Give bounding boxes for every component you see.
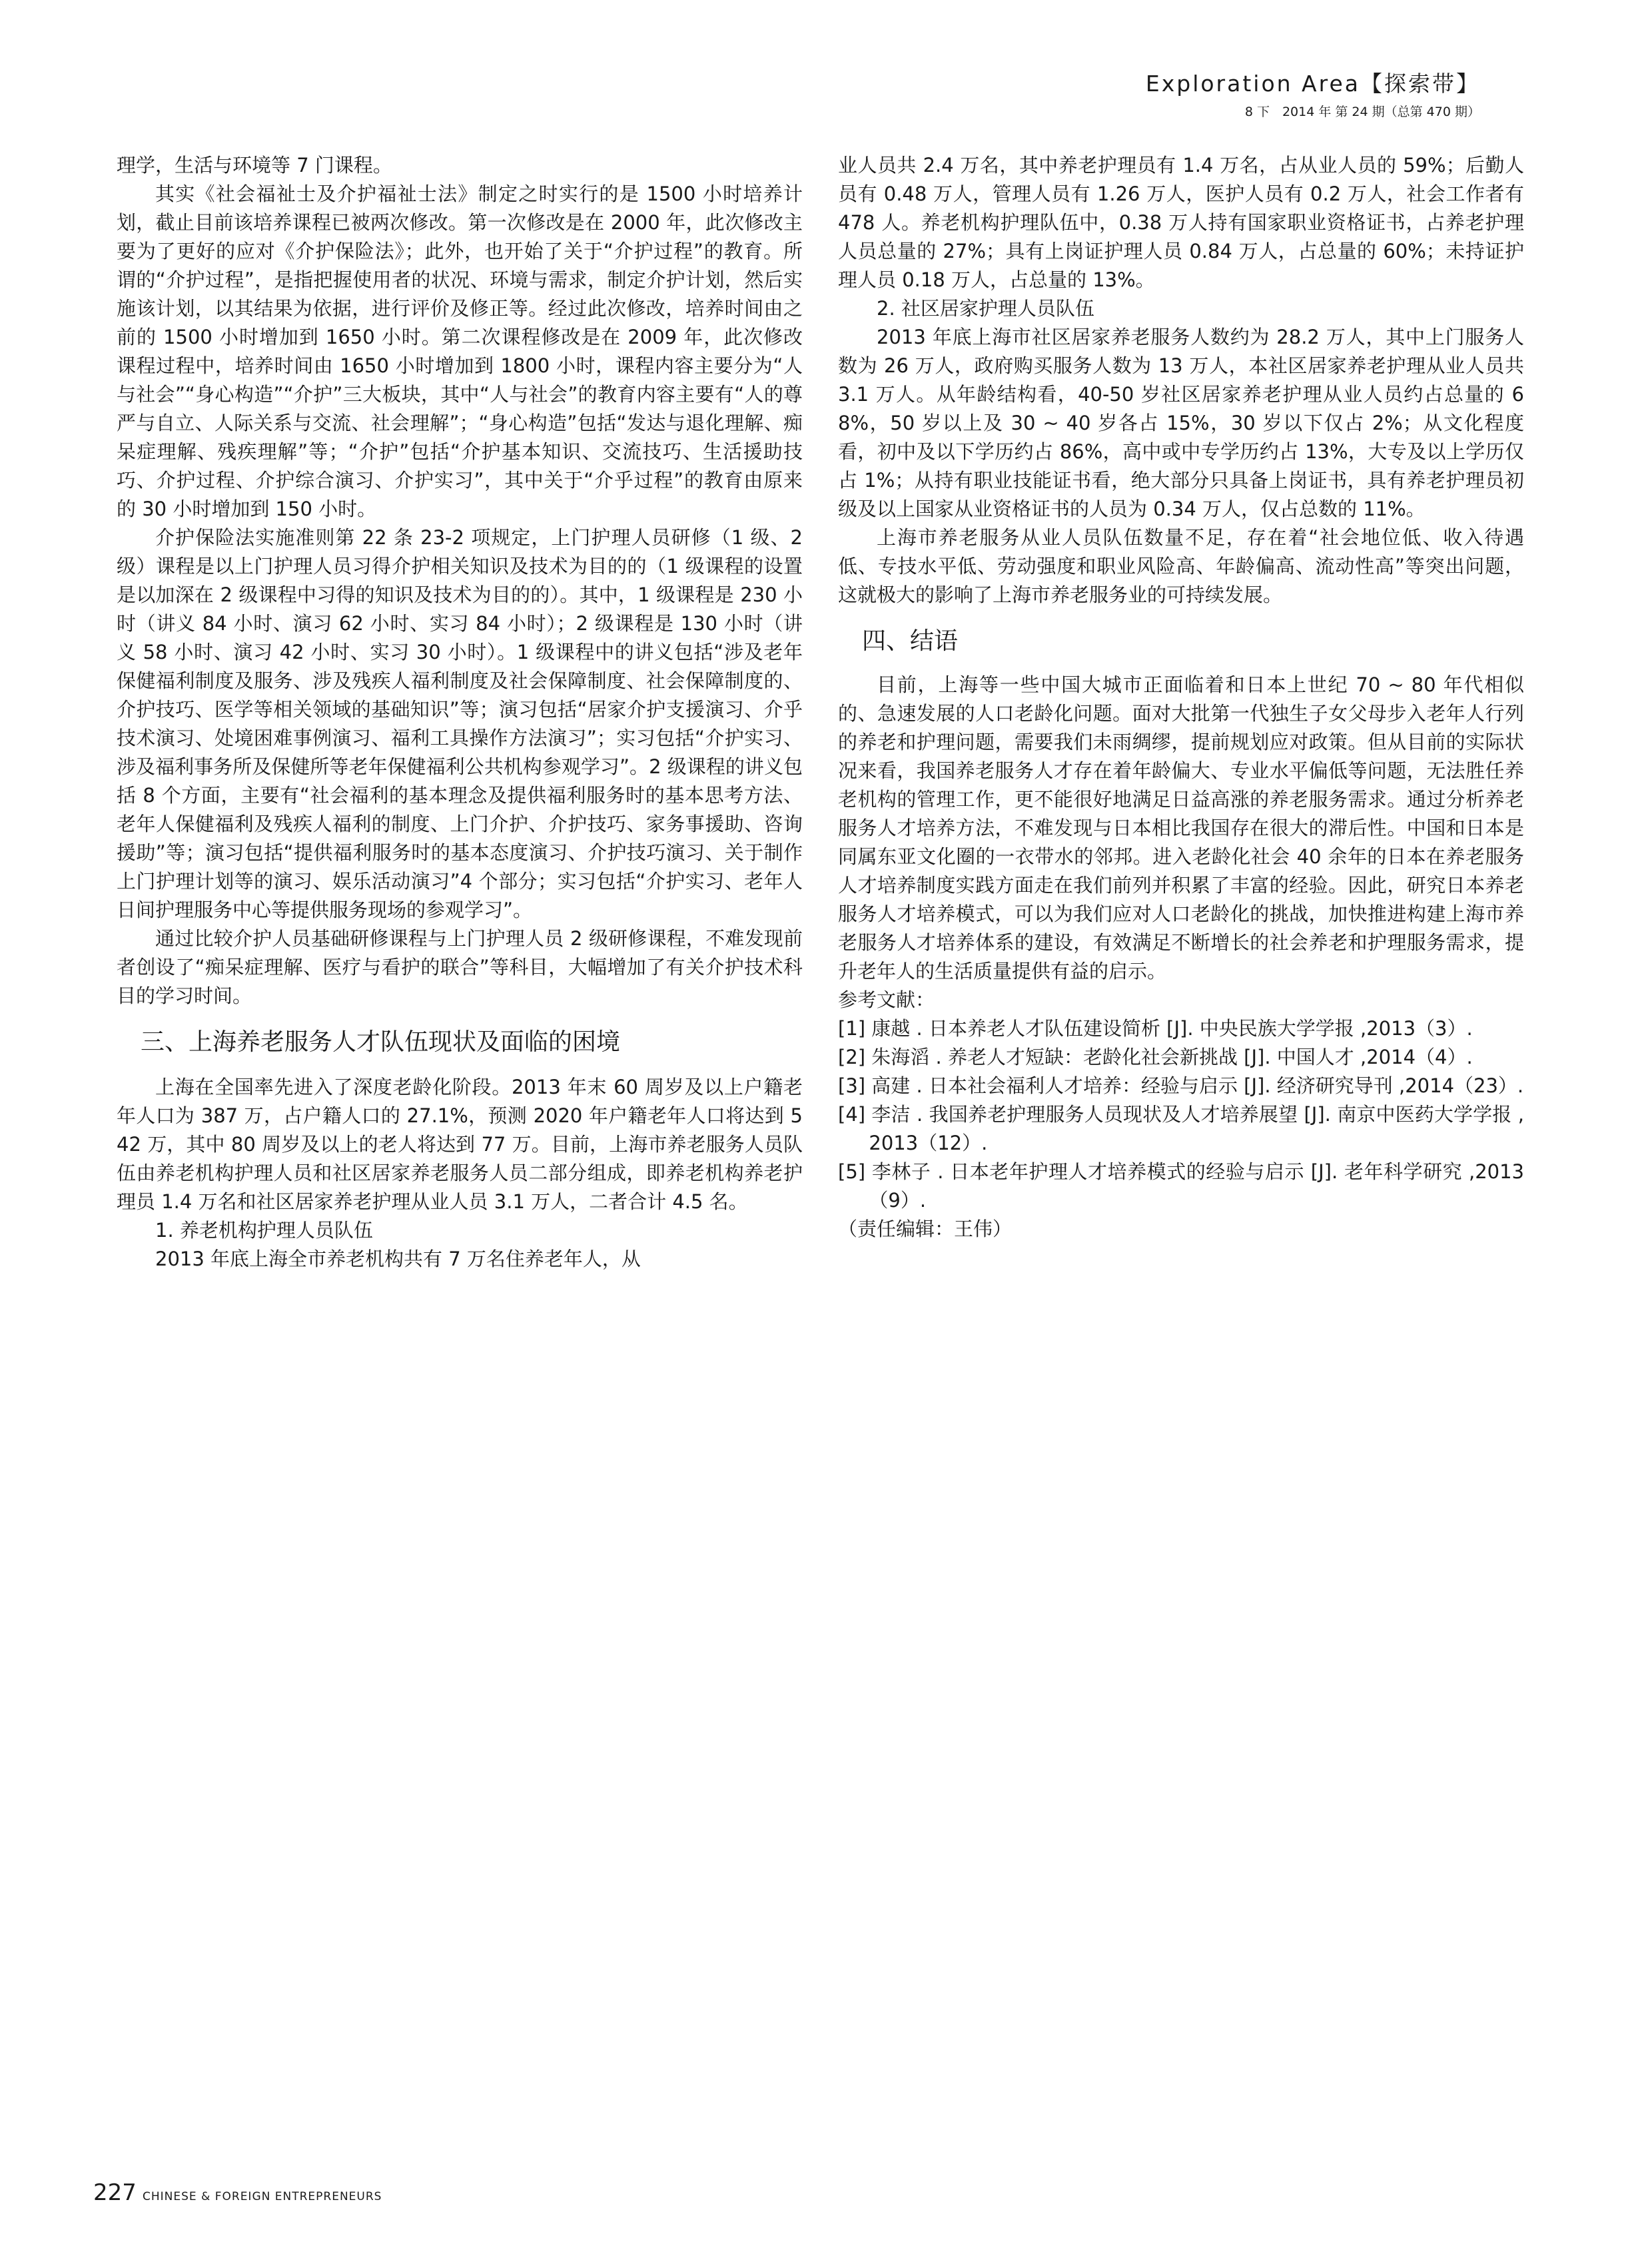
paragraph: 2013 年底上海全市养老机构共有 7 万名住养老年人，从 (155, 1248, 641, 1270)
subsection-heading: 2. 社区居家护理人员队伍 (877, 297, 1094, 320)
paragraph: 目前，上海等一些中国大城市正面临着和日本上世纪 70 ~ 80 年代相似的、急速发展的人口老龄化问题。面对大批第一代独生子女父母步入老年人行列的养老和护理问题，需要我们未雨绸缪，提前规划应对政策。但从目前的实际状况来看，我国养老服务人才存在着年龄偏大、专业水平偏低等问题，无法胜任养老机构的管理工作，更不能很好地满足日益高涨的养老服务需求。通过分析养老服务人才培养方法，不难发现与日本相比我国存在很大的滞后性。中国和日本是同属东亚文化圈的一衣带水的邻邦。进入老龄化社会 40 余年的日本在养老服务人才培养制度实践方面走在我们前列并积累了丰富的经验。因此，研究日本养老服务人才培养模式，可以为我们应对人口老龄化的挑战，加快推进构建上海市养老服务人才培养体系的建设，有效满足不断增长的社会养老和护理服务需求，提升老年人的生活质量提供有益的启示。 (838, 673, 1524, 982)
left-column (117, 151, 803, 1274)
paragraph: 其实《社会福祉士及介护福祉士法》制定之时实行的是 1500 小时培养计划，截止目前该培养课程已被两次修改。第一次修改是在 2000 年，此次修改主要为了更好的应对《介护保险法》；此外，也开始了关于“介护过程”的教育。所谓的“介护过程”，是指把握使用者的状况、环境与需求，制定介护计划，然后实施该计划，以其结果为依据，进行评价及修正等。经过此次修改，培养时间由之前的 1500 小时增加到 1650 小时。第二次课程修改是在 2009 年，此次修改课程过程中，培养时间由 1650 小时增加到 1800 小时，课程内容主要分为“人与社会”“身心构造”“介护”三大板块，其中“人与社会”的教育内容主要有“人的尊严与自立、人际关系与交流、社会理解”；“身心构造”包括“发达与退化理解、痴呆症理解、残疾理解”等；“介护”包括“介护基本知识、交流技巧、生活援助技巧、介护过程、介护综合演习、介护实习”，其中关于“介乎过程”的教育由原来的 30 小时增加到 150 小时。 (117, 183, 803, 520)
section-heading-4: 四、结语 (862, 627, 959, 655)
section-title: Exploration Area【探索带】 (1145, 71, 1480, 97)
reference-item: [4] 李洁 . 我国养老护理服务人员现状及人才培养展望 [J]. 南京中医药大学学报 ,2013（12）. (838, 1103, 1524, 1154)
reference-item: [1] 康越 . 日本养老人才队伍建设简析 [J]. 中央民族大学学报 ,2013（3）. (838, 1017, 1473, 1040)
right-column (838, 151, 1524, 1244)
section-heading-3: 三、上海养老服务人才队伍现状及面临的困境 (141, 1028, 621, 1056)
references-title: 参考文献： (838, 988, 935, 1011)
page-number: 227 (93, 2179, 137, 2206)
reference-item: [5] 李林子 . 日本老年护理人才培养模式的经验与启示 [J]. 老年科学研究 ,2013（9）. (838, 1160, 1524, 1212)
paragraph: 理学，生活与环境等 7 门课程。 (117, 154, 392, 177)
reference-item: [2] 朱海滔 . 养老人才短缺：老龄化社会新挑战 [J]. 中国人才 ,2014（4）. (838, 1046, 1473, 1068)
journal-name: CHINESE & FOREIGN ENTREPRENEURS (143, 2190, 382, 2203)
paragraph: 上海在全国率先进入了深度老龄化阶段。2013 年末 60 周岁及以上户籍老年人口为 387 万，占户籍人口的 27.1%，预测 2020 年户籍老年人口将达到 542 万，其中 80 周岁及以上的老人将达到 77 万。目前，上海市养老服务人员队伍由养老机构护理人员和社区居家养老服务人员二部分组成，即养老机构养老护理员 1.4 万名和社区居家养老护理从业人员 3.1 万人，二者合计 4.5 名。 (117, 1076, 803, 1213)
paragraph: 通过比较介护人员基础研修课程与上门护理人员 2 级研修课程，不难发现前者创设了“痴呆症理解、医疗与看护的联合”等科目，大幅增加了有关介护技术科目的学习时间。 (117, 927, 803, 1007)
running-header (1146, 67, 1480, 120)
paragraph: 介护保险法实施准则第 22 条 23-2 项规定，上门护理人员研修（1 级、2 级）课程是以上门护理人员习得介护相关知识及技术为目的的（1 级课程的设置是以加深在 2 级课程中习得的知识及技术为目的的）。其中，1 级课程是 230 小时（讲义 84 小时、演习 62 小时、实习 84 小时）；2 级课程是 130 小时（讲义 58 小时、演习 42 小时、实习 30 小时）。1 级课程中的讲义包括“涉及老年保健福利制度及服务、涉及残疾人福利制度及社会保障制度、社会保障制度的、介护技巧、医学等相关领域的基础知识”等；演习包括“居家介护支援演习、介乎技术演习、处境困难事例演习、福利工具操作方法演习”；实习包括“介护实习、涉及福利事务所及保健所等老年保健福利公共机构参观学习”。2 级课程的讲义包括 8 个方面，主要有“社会福利的基本理念及提供福利服务时的基本思考方法、老年人保健福利及残疾人福利的制度、上门介护、介护技巧、家务事援助、咨询援助”等；演习包括“提供福利服务时的基本态度演习、介护技巧演习、关于制作上门护理计划等的演习、娱乐活动演习”4 个部分；实习包括“介护实习、老年人日间护理服务中心等提供服务现场的参观学习”。 (117, 526, 803, 921)
editor-note: （责任编辑：王伟） (838, 1218, 1013, 1240)
issue-info: 8 下 2014 年 第 24 期（总第 470 期） (1244, 105, 1480, 119)
paragraph: 业人员共 2.4 万名，其中养老护理员有 1.4 万名，占从业人员的 59%；后勤人员有 0.48 万人，管理人员有 1.26 万人，医护人员有 0.2 万人，社会工作者有 478 人。养老机构护理队伍中，0.38 万人持有国家职业资格证书，占养老护理人员总量的 27%；具有上岗证护理人员 0.84 万人，占总量的 60%；未持证护理人员 0.18 万人，占总量的 13%。 (838, 154, 1524, 291)
paragraph: 上海市养老服务从业人员队伍数量不足，存在着“社会地位低、收入待遇低、专技水平低、劳动强度和职业风险高、年龄偏高、流动性高”等突出问题，这就极大的影响了上海市养老服务业的可持续发展。 (838, 526, 1524, 606)
page-footer (93, 2179, 382, 2206)
paragraph: 2013 年底上海市社区居家养老服务人数约为 28.2 万人，其中上门服务人数为 26 万人，政府购买服务人数为 13 万人，本社区居家养老护理从业人员共 3.1 万人。从年龄结构看，40-50 岁社区居家养老护理从业人员约占总量的 68%，50 岁以上及 30 ~ 40 岁各占 15%，30 岁以下仅占 2%；从文化程度看，初中及以下学历约占 86%，高中或中专学历约占 13%，大专及以上学历仅占 1%；从持有职业技能证书看，绝大部分只具备上岗证书，具有养老护理员初级及以上国家从业资格证书的人员为 0.34 万人，仅占总数的 11%。 (838, 326, 1524, 520)
subsection-heading: 1. 养老机构护理人员队伍 (155, 1219, 373, 1242)
reference-item: [3] 高建 . 日本社会福利人才培养：经验与启示 [J]. 经济研究导刊 ,2014（23）. (838, 1074, 1524, 1097)
